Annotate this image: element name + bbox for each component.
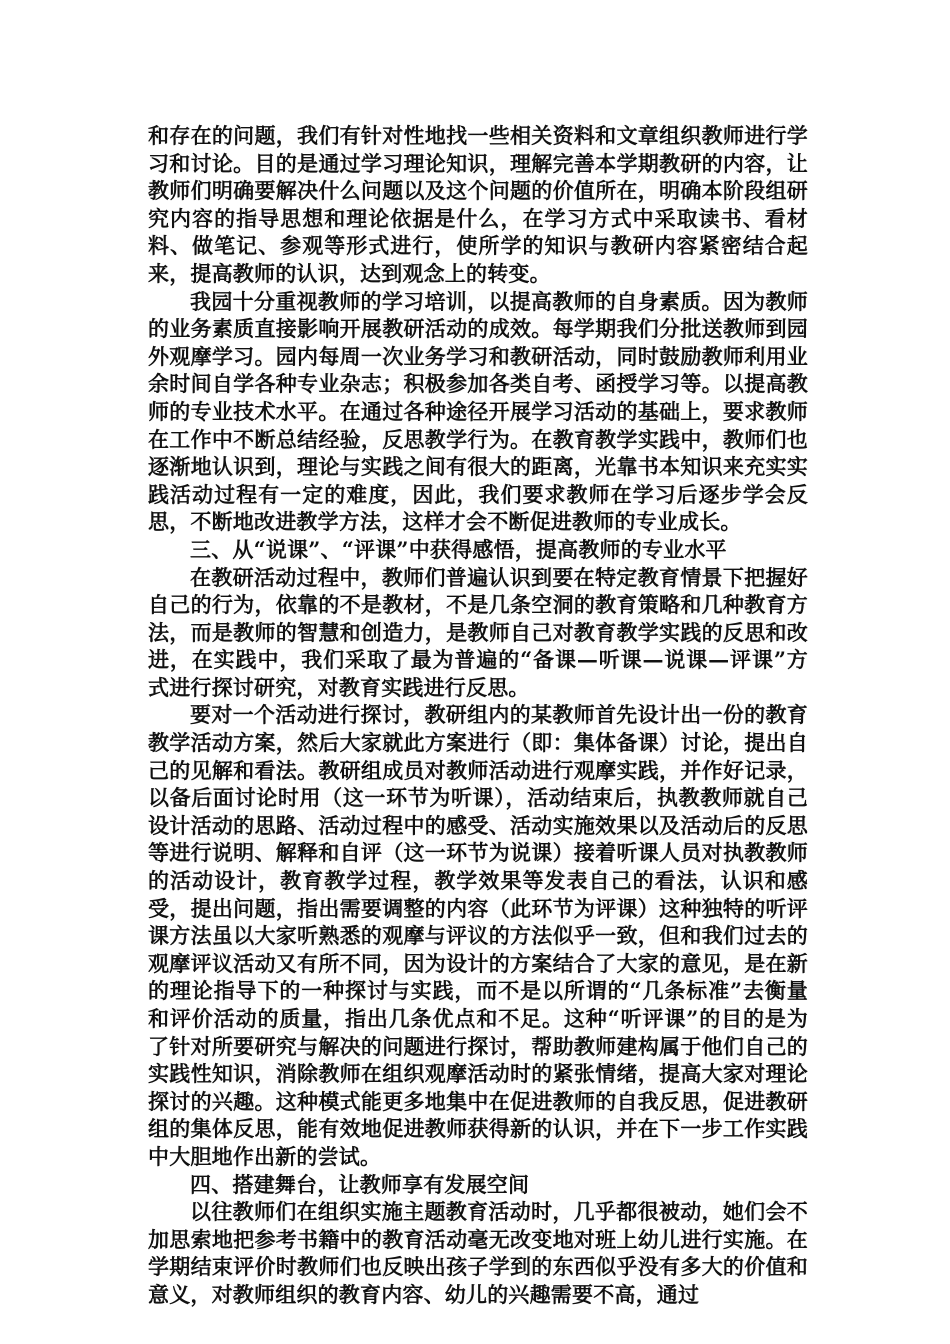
paragraph-training: 我园十分重视教师的学习培训，以提高教师的自身素质。因为教师的业务素质直接影响开展教研活动的成效。每学期我们分批送教师到园外观摩学习。园内每周一次业务学习和教研活动，同时鼓励教师利用业余时间自学各种专业杂志；积极参加各类自考、函授学习等。以提高教师的专业技术水平。在通过各种途径开展学习活动的基础上，要求教师在工作中不断总结经验，反思教学行为。在教育教学实践中，教师们也逐渐地认识到，理论与实践之间有很大的距离，光靠书本知识来充实实践活动过程有一定的难度，因此，我们要求教师在学习后逐步学会反思，不断地改进教学方法，这样才会不断促进教师的专业成长。	[148, 288, 808, 535]
paragraph-development-space: 以往教师们在组织实施主题教育活动时，几乎都很被动，她们会不加思索地把参考书籍中的教育活动毫无改变地对班上幼儿进行实施。在学期结束评价时教师们也反映出孩子学到的东西似乎没有多大的价值和意义，对教师组织的教育内容、幼儿的兴趣需要不高，通过	[148, 1199, 808, 1307]
section-heading-four: 四、搭建舞台，让教师享有发展空间	[190, 1171, 530, 1197]
paragraph-lesson-review: 要对一个活动进行探讨，教研组内的某教师首先设计出一份的教育教学活动方案，然后大家就此方案进行（即：集体备课）讨论，提出自己的见解和看法。教研组成员对教师活动进行观摩实践，并作好记录，以备后面讨论时用（这一环节为听课），活动结束后，执教教师就自己设计活动的思路、活动过程中的感受、活动实施效果以及活动后的反思等进行说明、解释和自评（这一环节为说课）接着听课人员对执教教师的活动设计，教育教学过程，教学效果等发表自己的看法，认识和感受，提出问题，指出需要调整的内容（此环节为评课）这种独特的听评课方法虽以大家听熟悉的观摩与评议的方法似乎一致，但和我们过去的观摩评议活动又有所不同，因为设计的方案结合了大家的意见，是在新的理论指导下的一种探讨与实践，而不是以所谓的“几条标准”去衡量和评价活动的质量，指出几条优点和不足。这种“听评课”的目的是为了针对所要研究与解决的问题进行探讨，帮助教师建构属于他们自己的实践性知识，消除教师在组织观摩活动时的紧张情绪，提高大家对理论探讨的兴趣。这种模式能更多地集中在促进教师的自我反思，促进教研组的集体反思，能有效地促进教师获得新的认识，并在下一步工作实践中大胆地作出新的尝试。	[148, 702, 808, 1169]
document-page	[148, 122, 808, 1309]
paragraph-teaching-research: 在教研活动过程中，教师们普遍认识到要在特定教育情景下把握好自己的行为，依靠的不是教材，不是几条空洞的教育策略和几种教育方法，而是教师的智慧和创造力，是教师自己对教育教学实践的反思和改进，在实践中，我们采取了最为普遍的“备课—听课—说课—评课”方式进行探讨研究，对教育实践进行反思。	[148, 564, 808, 700]
paragraph-continued: 和存在的问题，我们有针对性地找一些相关资料和文章组织教师进行学习和讨论。目的是通过学习理论知识，理解完善本学期教研的内容，让教师们明确要解决什么问题以及这个问题的价值所在，明确本阶段组研究内容的指导思想和理论依据是什么，在学习方式中采取读书、看材料、做笔记、参观等形式进行，使所学的知识与教研内容紧密结合起来，提高教师的认识，达到观念上的转变。	[148, 123, 808, 286]
section-heading-three: 三、从“说课”、“评课”中获得感悟，提高教师的专业水平	[190, 536, 727, 562]
